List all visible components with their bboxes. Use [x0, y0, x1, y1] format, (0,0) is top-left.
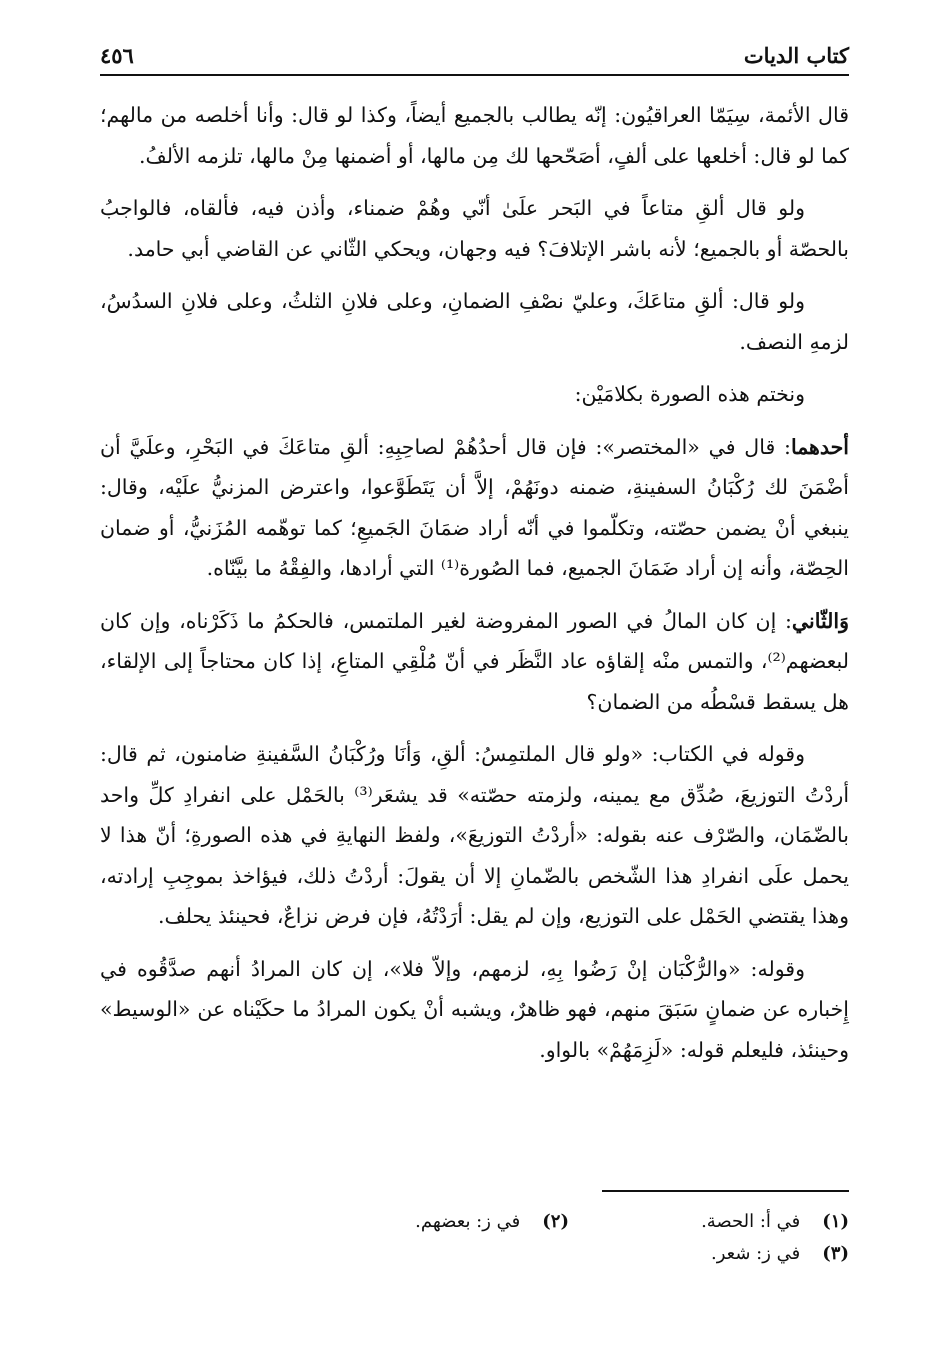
footnote-row	[100, 1206, 849, 1238]
paragraph-5-lead: أحدهما	[790, 434, 849, 459]
paragraph-8: وقوله: «والرُّكْبَان إنْ رَضُوا بِهِ، لزمهم، وإلاّ فلا»، إن كان المرادُ أنهم صدَّقُوه في إِخباره عن ضمانٍ سَبَقَ منهم، فهو ظاهرٌ، ويشبه أنْ يكون المرادُ ما حكَيْناه عن «الوسيط» وحينئذ، فليعلم قوله: «لَزِمَهُمْ» بالواو.	[100, 956, 849, 1062]
main-text	[100, 95, 849, 1082]
paragraph-2: ولو قال ألقِ متاعاً في البَحر علَىٰ أنّي وهُمْ ضمناء، وأذن فيه، فألقاه، فالواجبُ بالحصّة أو بالجميع؛ لأنه باشر الإتلافَ؟ فيه وجهان، ويحكي الثّاني عن القاضي أبي حامد.	[100, 196, 849, 261]
page-header	[100, 38, 849, 72]
footnote-1	[569, 1206, 849, 1238]
paragraph-3: ولو قال: ألقِ متاعَكَ، وعليّ نصْفِ الضمانِ، وعلى فلانِ الثلثُ، وعلى فلانِ السدُسُ، لزمهِ النصف.	[100, 289, 849, 354]
footnote-1-number: (١)	[822, 1211, 849, 1232]
header-rule	[100, 74, 849, 76]
paragraph-6	[100, 601, 849, 723]
footnote-3-text: في ز: شعر.	[711, 1243, 801, 1264]
footnote-3	[569, 1238, 849, 1270]
paragraph-6-lead: وَالثّاني	[791, 608, 849, 633]
paragraph-5-text: : قال في «المختصر»: فإن قال أحدُهُمْ لصاحِبِهِ: ألقِ متاعَكَ في البَحْرِ، وعلَيَّ أن أضْمَنَ لك رُكْبَانُ السفينةِ، ضمنه دونَهُمْ، إلاَّ أن يَتَطَوَّعوا، واعترض المزنيُّ علَيْه، وقال: ينبغي أنْ يضمن حصّته، وتكلّموا في أنّه أراد ضمَانَ الجَميعِ؛ كما توهّمه المُزَنيُّ، أو ضمان الحِصّة، وأنه إن أراد ضَمَانَ الجميع، فما الصُورة⁽¹⁾ التي أرادها، والفِقْهُ ما بيَّنّاه.	[100, 434, 849, 580]
footnote-rule	[602, 1190, 849, 1192]
book-title: كتاب الديات	[743, 42, 849, 68]
footnote-2-number: (٢)	[542, 1211, 569, 1232]
paragraph-7: وقوله في الكتاب: «ولو قال الملتمِسُ: ألقِ، وَأنَا ورُكْبَانُ السَّفينةِ ضامنون، ثم قال: أردْتُ التوزيعَ، صُدِّق مع يمينه، ولزمته حصّته» قد يشعَر⁽³⁾ بالحَمْل على انفرادِ كلِّ واحد بالضّمَان، والصّرْف عنه بقوله: «أردْتُ التوزيعَ»، ولفظ النهايةِ في هذه الصورةِ؛ أنّ هذا لا يحمل علَى انفرادِ هذا الشّخص بالضّمانِ إلا أن يقولَ: أردْتُ ذلك، فيؤاخذ بموجِبِ إرادته، وهذا يقتضي الحَمْل على التوزيع، وإن لم يقل: أرَدْتُهُ، فإن فرض نزاعٌ، فحينئذ يحلف.	[100, 742, 850, 928]
paragraph-4: ونختم هذه الصورة بكلامَيْن:	[574, 382, 805, 406]
footnote-2	[289, 1206, 569, 1238]
paragraph-5	[100, 427, 849, 589]
page-number: ٤٥٦	[100, 42, 134, 68]
footnotes	[100, 1206, 849, 1270]
footnote-row	[100, 1238, 849, 1270]
footnote-2-text: في ز: بعضهم.	[415, 1211, 521, 1232]
paragraph-1: قال الأئمة، سِيَمّا العراقيُون: إنّه يطالب بالجميع أيضاً، وكذا لو قال: وأنا أخلصه من مالهم؛ كما لو قال: أخلعها على ألفٍ، أصَحّحها لك مِن مالها، أو أضمنها مِنْ مالها، تلزمه الألفُ.	[100, 103, 849, 168]
footnote-1-text: في أ: الحصة.	[701, 1211, 801, 1232]
paragraph-6-text: : إن كان المالُ في الصور المفروضة لغير الملتمس، فالحكمُ ما ذَكَرْناه، وإن كان لبعضهم⁽²⁾، والتمس منْه إلقاؤه عاد النَّظَر في أنّ مُلْقِي المتاعِ، إذا كان محتاجاً إلى الإلقاء، هل يسقط قسْطُه من الضمان؟	[100, 608, 849, 714]
footnote-3-number: (٣)	[822, 1243, 849, 1264]
